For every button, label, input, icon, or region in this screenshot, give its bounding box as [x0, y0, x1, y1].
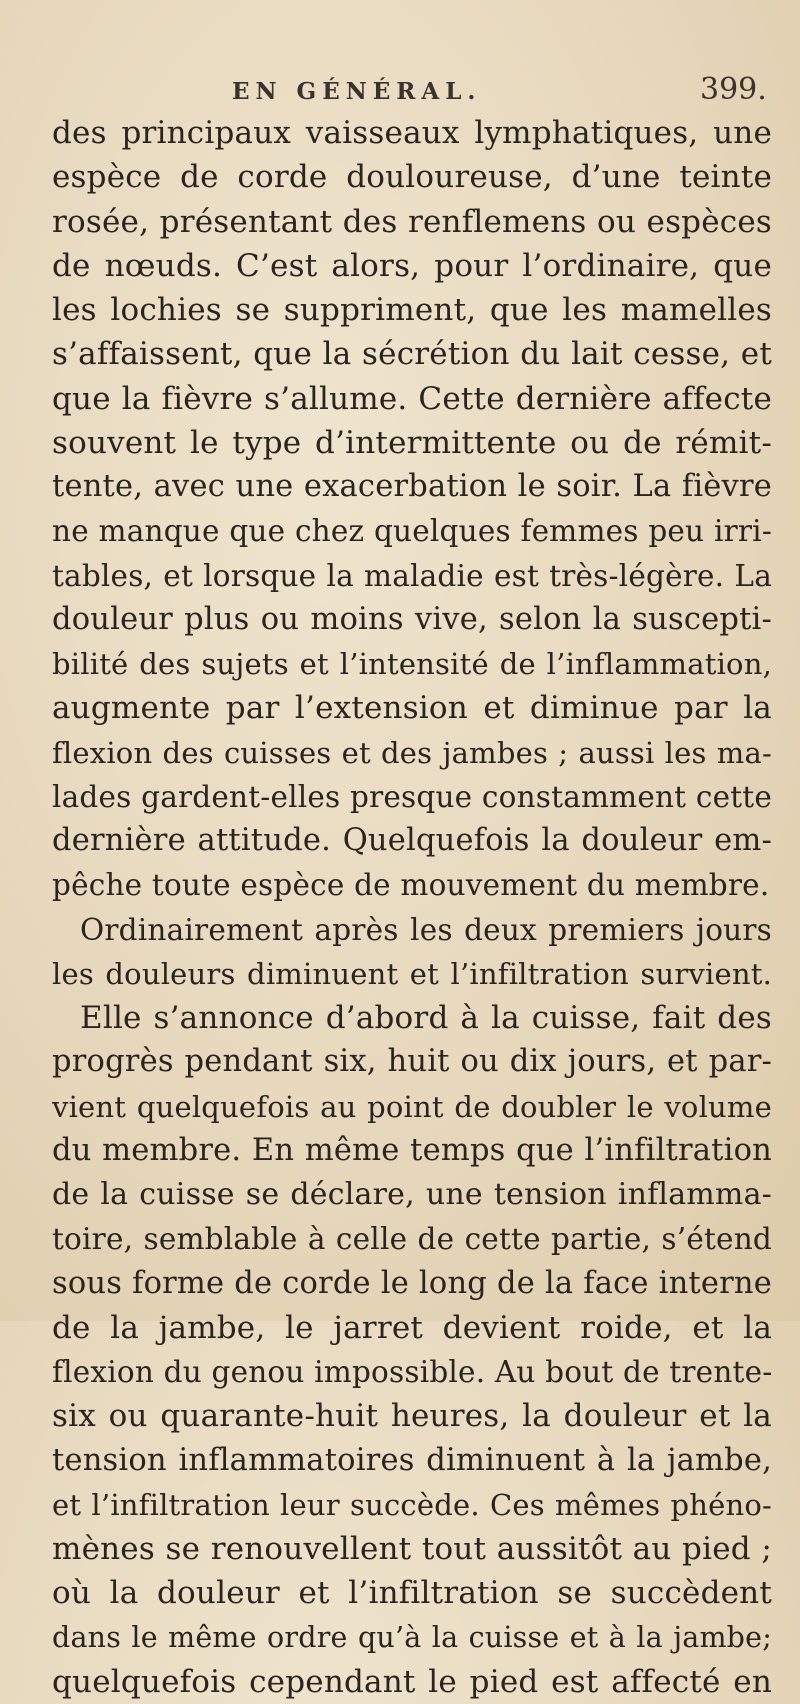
text-line: toire, semblable à celle de cette partie, s’étend	[52, 1222, 772, 1257]
text-line: augmente par l’extension et diminue par la	[52, 690, 772, 727]
text-line: quelquefois cependant le pied est affecté en	[52, 1663, 772, 1700]
text-line: des principaux vaisseaux lymphatiques, une	[52, 115, 772, 151]
text-line: souvent le type d’intermittente ou de rémit-	[52, 424, 772, 461]
text-line: dans le même ordre qu’à la cuisse et à la jambe;	[52, 1620, 772, 1654]
text-line: s’affaissent, que la sécrétion du lait cesse, et	[52, 336, 772, 373]
text-line: douleur plus ou moins vive, selon la suscepti-	[52, 601, 772, 637]
text-line: de la jambe, le jarret devient roide, et la	[52, 1309, 772, 1346]
text-line: bilité des sujets et l’intensité de l’inflammation,	[52, 647, 772, 681]
text-line: progrès pendant six, huit ou dix jours, et par-	[52, 1044, 772, 1080]
text-line: tension inflammatoires diminuent à la jambe,	[52, 1442, 772, 1478]
text-line: flexion des cuisses et des jambes ; aussi les ma-	[52, 735, 772, 770]
running-title: EN GÉNÉRAL.	[232, 78, 482, 105]
text-line: de nœuds. C’est alors, pour l’ordinaire, que	[52, 247, 772, 284]
text-line: Elle s’annonce d’abord à la cuisse, fait des	[80, 1000, 772, 1036]
text-line: rosée, présentant des renflemens ou espèces	[52, 203, 772, 240]
text-line: de la cuisse se déclare, une tension inflamma-	[52, 1177, 772, 1212]
text-line: dernière attitude. Quelquefois la douleur em-	[52, 823, 772, 858]
text-line: tente, avec une exacerbation le soir. La fièvre	[52, 469, 772, 504]
text-line: espèce de corde douloureuse, d’une teinte	[52, 159, 772, 196]
running-head	[0, 72, 800, 112]
text-line: lades gardent-elles presque constamment cette	[52, 779, 772, 814]
text-line: où la douleur et l’infiltration se succèdent	[52, 1575, 772, 1612]
text-line: les lochies se suppriment, que les mamelles	[52, 292, 772, 328]
body-text	[52, 111, 772, 1704]
text-line: mènes se renouvellent tout aussitôt au pied ;	[52, 1531, 772, 1567]
text-line: flexion du genou impossible. Au bout de trente-	[52, 1355, 773, 1389]
text-line: six ou quarante-huit heures, la douleur et la	[52, 1398, 772, 1435]
text-line: que la fièvre s’allume. Cette dernière affecte	[52, 380, 772, 417]
text-line: du membre. En même temps que l’infiltration	[52, 1132, 772, 1168]
text-line: les douleurs diminuent et l’infiltration survient.	[52, 956, 772, 991]
text-line: pêche toute espèce de mouvement du membre.	[52, 868, 770, 903]
text-line: ne manque que chez quelques femmes peu irri-	[52, 514, 772, 549]
text-line: vient quelquefois au point de doubler le volume	[52, 1089, 772, 1124]
text-line: Ordinairement après les deux premiers jours	[80, 912, 772, 947]
page-number: 399.	[700, 72, 767, 107]
text-line: et l’infiltration leur succède. Ces mêmes phéno-	[52, 1487, 772, 1522]
text-line: sous forme de corde le long de la face interne	[52, 1265, 772, 1301]
text-line: tables, et lorsque la maladie est très-légère. La	[52, 558, 772, 593]
